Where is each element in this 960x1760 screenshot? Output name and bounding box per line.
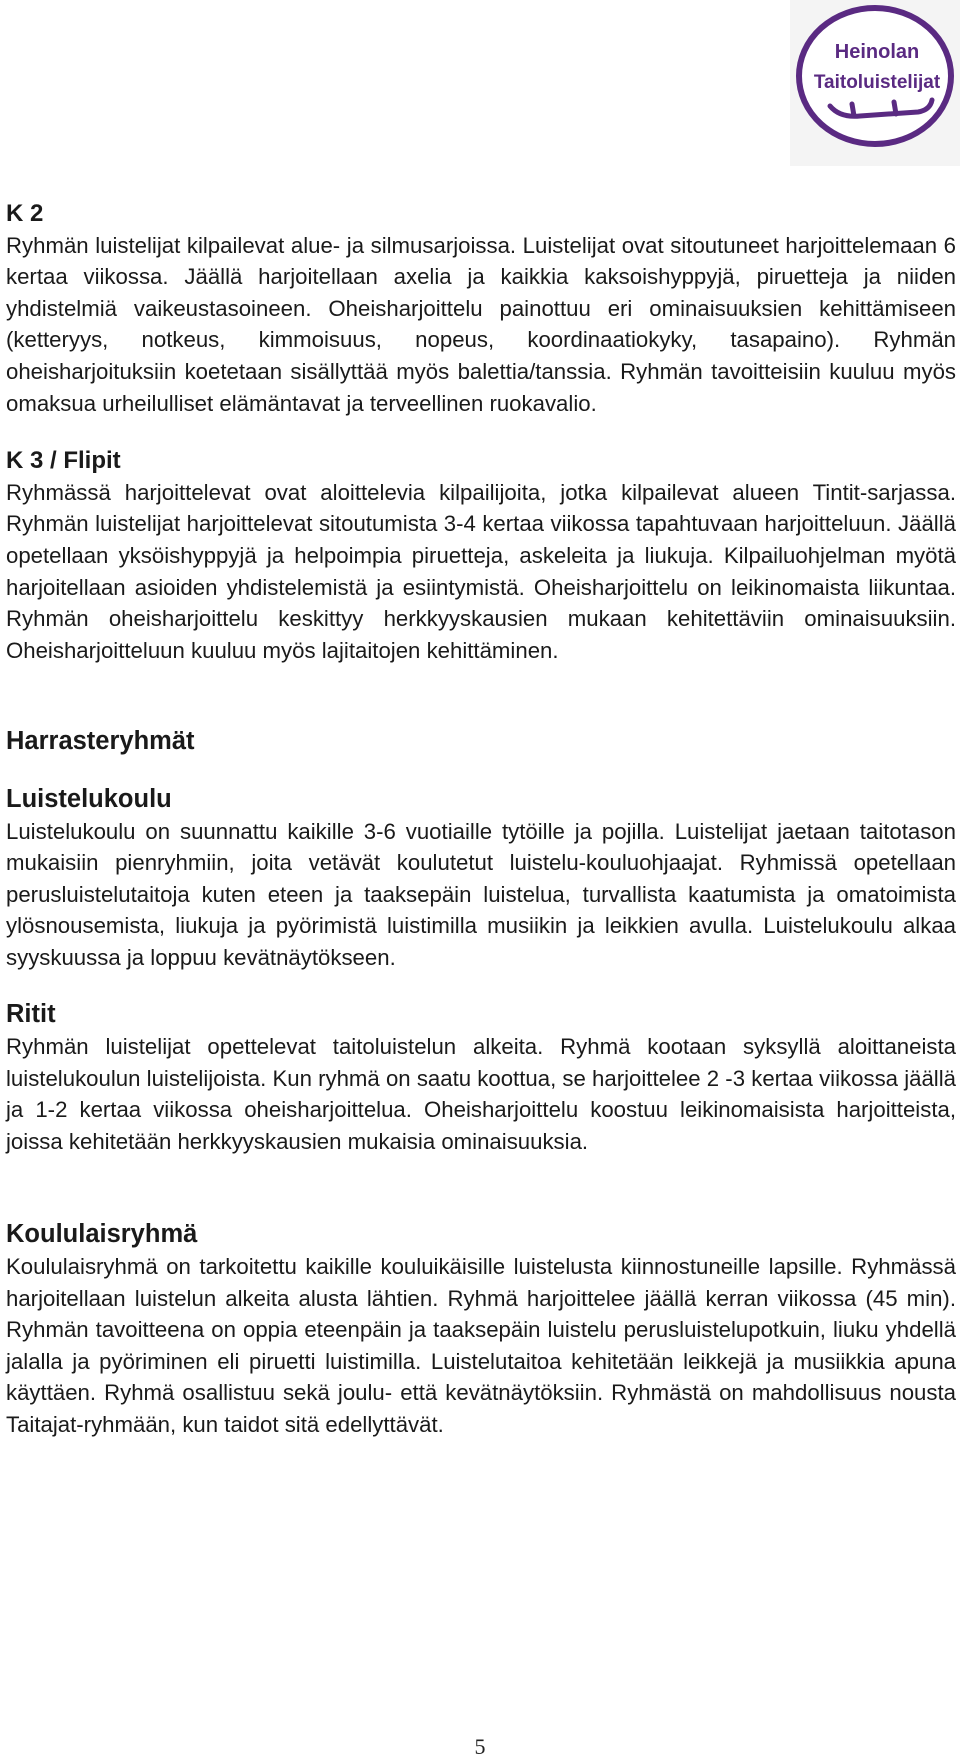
club-logo: [790, 0, 960, 166]
section-heading-koululaisryhma: Koululaisryhmä: [6, 1220, 198, 1249]
main-text: [6, 198, 956, 1441]
logo-line1: Heinolan: [834, 41, 920, 63]
section-heading-ritit: Ritit: [6, 1000, 56, 1029]
harrasteryhmat-heading: Harrasteryhmät: [6, 727, 195, 756]
section-body-ritit: Ryhmän luistelijat opettelevat taitoluistelun alkeita. Ryhmä kootaan syksyllä aloittaneista luistelukoulun luistelijoista. Kun ryhmä on saatu koottua, se harjoittelee 2 -3 kertaa viikossa jäällä ja 1-2 kertaa viikossa oheisharjoittelua. Oheisharjoittelu koostuu leikinomaisista harjoitteista, joissa kehitetään herkkyyskausien mukaisia ominaisuuksia.: [6, 1034, 956, 1154]
section-heading-luistelukoulu: Luistelukoulu: [6, 784, 172, 813]
section-body-k2: Ryhmän luistelijat kilpailevat alue- ja silmusarjoissa. Luistelijat ovat sitoutuneet harjoittelemaan 6 kertaa viikossa. Jäällä harjoitellaan axelia ja kaikkia kaksoishyppyjä, piruetteja ja niiden yhdistelmiä vaikeustasoineen. Oheisharjoittelu painottuu eri ominaisuuksien kehittämiseen (ketteryys, notkeus, kimmoisuus, nopeus, koordinaatiokyky, tasapaino). Ryhmän oheisharjoituksiin koetetaan sisällyttää myös balettia/tanssia. Ryhmän tavoitteisiin kuuluu myös omaksua urheilulliset elämäntavat ja terveellinen ruokavalio.: [6, 232, 956, 416]
section-body-luistelukoulu: Luistelukoulu on suunnattu kaikille 3-6 vuotiaille tytöille ja pojilla. Luistelijat jaetaan taitotason mukaisiin pienryhmiin, joita vetävät koulutetut luistelu-kouluohjaajat. Ryhmissä opetellaan perusluistelutaitoja kuten eteen ja taaksepäin luistelua, turvallista kaatumista ja omatoimista ylösnousemista, liukuja ja pyörimistä luistimilla musiikin ja leikkien avulla. Luistelukoulu alkaa syyskuussa ja loppuu kevätnäytökseen.: [6, 818, 956, 970]
page-number: 5: [474, 1734, 486, 1759]
section-heading-k3: K 3 / Flipit: [6, 447, 121, 475]
section-body-koululaisryhma: Koululaisryhmä on tarkoitettu kaikille kouluikäisille luistelusta kiinnostuneille lapsille. Ryhmässä harjoitellaan luistelun alkeita alusta lähtien. Ryhmä harjoittelee jäällä kerran viikossa (45 min). Ryhmän tavoitteena on oppia eteenpäin ja taaksepäin luistelu perusluistelupotkuin, liuku yhdellä jalalla ja pyöriminen eli piruetti luistimilla. Luistelutaitoa kehitetään leikkejä ja musiikkia apuna käyttäen. Ryhmä osallistuu sekä joulu- että kevätnäytöksiin. Ryhmästä on mahdollisuus nousta Taitajat-ryhmään, kun taidot sitä edellyttävät.: [6, 1254, 956, 1437]
logo-line2: Taitoluistelijat: [813, 72, 941, 93]
section-heading-k2: K 2: [6, 200, 44, 227]
section-body-k3: Ryhmässä harjoittelevat ovat aloittelevia kilpailijoita, jotka kilpailevat alueen Tintit-sarjassa. Ryhmän luistelijat harjoittelevat sitoutumista 3-4 kertaa viikossa tapahtuvaan harjoitteluun. Jäällä opetellaan yksöishyppyjä ja helpoimpia piruetteja, askeleita ja liukuja. Kilpailuohjelman myötä harjoitellaan asioiden yhdistelemistä ja esiintymistä. Oheisharjoittelu on leikinomaista liikuntaa. Ryhmän oheisharjoittelu keskittyy herkkyyskausien mukaan kehitettäviin ominaisuuksiin. Oheisharjoitteluun kuuluu myös lajitaitojen kehittäminen.: [6, 479, 956, 663]
